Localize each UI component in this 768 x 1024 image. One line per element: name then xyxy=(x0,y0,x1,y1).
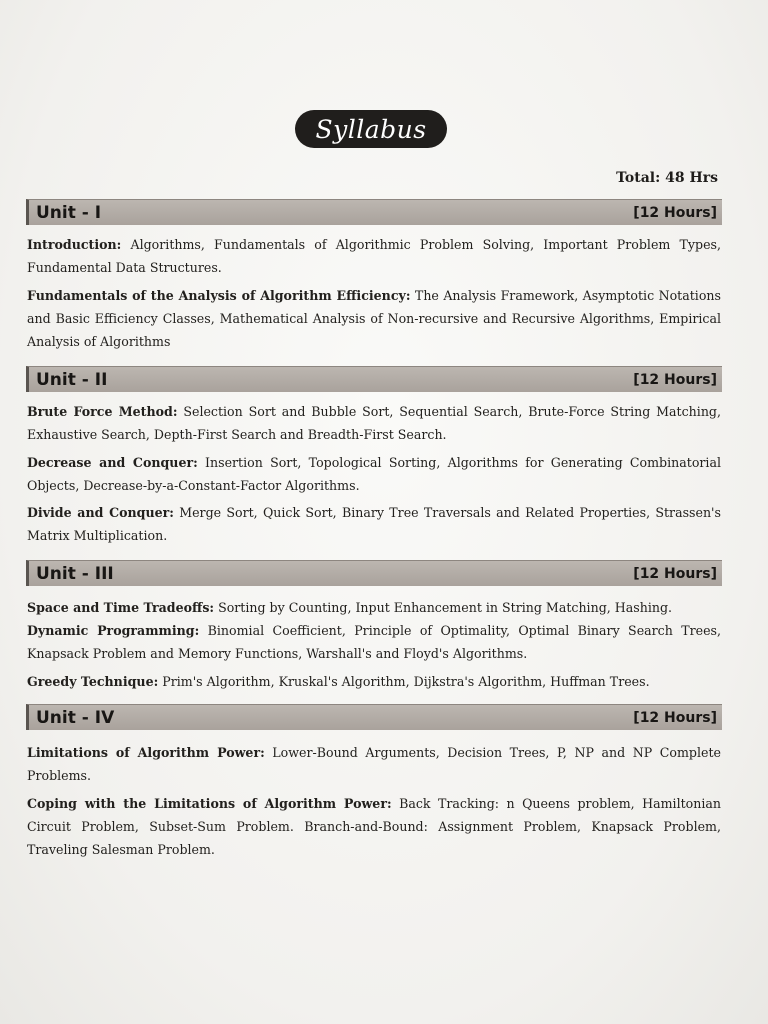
topic-text: Binomial Coefficient, Principle of Optimality, Optimal Binary Search Trees, Knapsack Problem and Memory Functions, Warshall's and Floyd's Algorithms. xyxy=(27,623,722,661)
topic-text: Algorithms, Fundamentals of Algorithmic Problem Solving, Important Problem Types, Fundamental Data Structures. xyxy=(27,237,721,275)
topic-paragraph xyxy=(27,670,721,693)
topic-paragraph xyxy=(27,501,721,547)
topic-heading: Fundamentals of the Analysis of Algorithm Efficiency: xyxy=(27,288,411,303)
topic-paragraph xyxy=(27,792,721,861)
topic-heading: Space and Time Tradeoffs: xyxy=(27,600,215,615)
topic-text: The Analysis Framework, Asymptotic Notations and Basic Efficiency Classes, Mathematical Analysis of Non-recursive and Recursive Algorithms, Empirical Analysis of Algorithms xyxy=(27,288,721,349)
topic-paragraph xyxy=(27,400,721,446)
topic-text: Back Tracking: n Queens problem, Hamiltonian Circuit Problem, Subset-Sum Problem. Branch-and-Bound: Assignment Problem, Knapsack Problem, Traveling Salesman Problem. xyxy=(27,796,721,857)
topic-heading: Dynamic Programming: xyxy=(27,623,200,638)
topic-heading: Greedy Technique: xyxy=(27,674,159,689)
topic-text: Sorting by Counting, Input Enhancement in String Matching, Hashing. xyxy=(214,600,673,615)
topic-paragraph xyxy=(27,233,721,279)
unit-header-4 xyxy=(26,704,722,730)
topic-heading: Limitations of Algorithm Power: xyxy=(27,745,265,760)
topic-text: Prim's Algorithm, Kruskal's Algorithm, Dijkstra's Algorithm, Huffman Trees. xyxy=(158,674,650,689)
unit-header-2 xyxy=(26,366,722,392)
unit-header-1 xyxy=(26,199,722,225)
topic-paragraph xyxy=(27,619,721,665)
unit-title: Unit - II xyxy=(36,369,108,390)
total-hours: Total: 48 Hrs xyxy=(616,170,718,186)
unit-hours: [12 Hours] xyxy=(633,204,717,221)
page-title: Syllabus xyxy=(315,114,427,144)
unit-hours: [12 Hours] xyxy=(633,371,717,388)
unit-hours: [12 Hours] xyxy=(633,565,717,582)
topic-heading: Decrease and Conquer: xyxy=(27,455,198,470)
topic-heading: Brute Force Method: xyxy=(27,404,178,419)
topic-paragraph xyxy=(27,596,721,619)
topic-text: Insertion Sort, Topological Sorting, Algorithms for Generating Combinatorial Objects, Decrease-by-a-Constant-Factor Algorithms. xyxy=(27,455,721,493)
unit-header-3 xyxy=(26,560,722,586)
topic-paragraph xyxy=(27,451,721,497)
topic-heading: Coping with the Limitations of Algorithm Power: xyxy=(27,796,392,811)
unit-hours: [12 Hours] xyxy=(633,709,717,726)
topic-heading: Divide and Conquer: xyxy=(27,505,174,520)
unit-title: Unit - III xyxy=(36,563,114,584)
topic-paragraph xyxy=(27,284,721,353)
topic-text: Merge Sort, Quick Sort, Binary Tree Traversals and Related Properties, Strassen's Matrix Multiplication. xyxy=(27,505,721,543)
topic-text: Lower-Bound Arguments, Decision Trees, P, NP and NP Complete Problems. xyxy=(27,745,721,783)
topic-heading: Introduction: xyxy=(27,237,122,252)
unit-title: Unit - I xyxy=(36,202,102,223)
unit-title: Unit - IV xyxy=(36,707,115,728)
title-badge xyxy=(295,110,447,148)
topic-text: Selection Sort and Bubble Sort, Sequential Search, Brute-Force String Matching, Exhaustive Search, Depth-First Search and Breadth-First Search. xyxy=(27,404,721,442)
topic-paragraph xyxy=(27,741,721,787)
